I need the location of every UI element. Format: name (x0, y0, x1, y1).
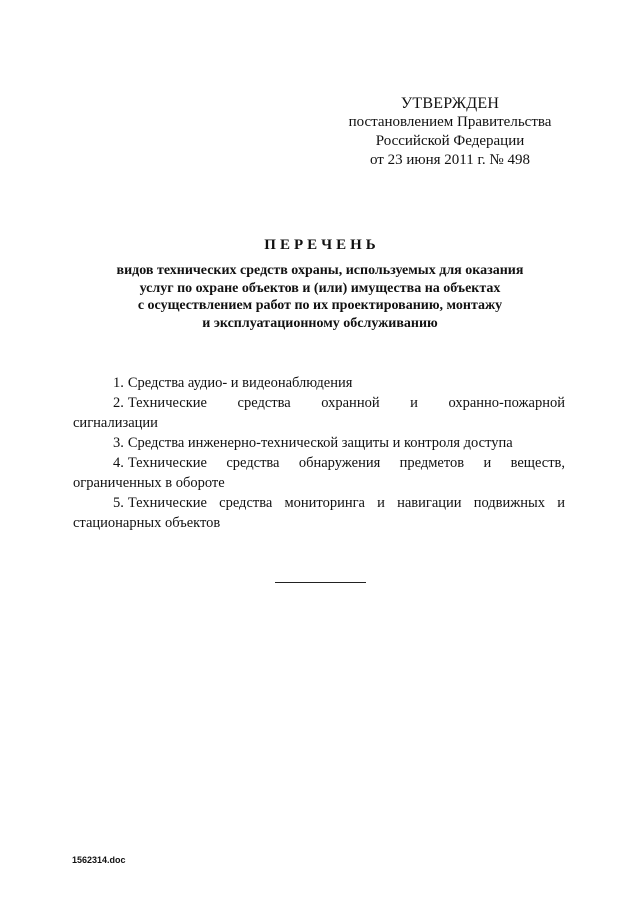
subtitle-line: видов технических средств охраны, используемых для оказания (116, 263, 524, 278)
item-text: Технические средства мониторинга и навигации подвижных и (127, 495, 565, 511)
approval-block (340, 94, 560, 170)
items-list (73, 373, 565, 533)
item-text: Технические средства обнаружения предметов и веществ, (127, 455, 565, 471)
item-number: 5. (113, 495, 124, 511)
item-number: 1. (113, 375, 124, 391)
item-number: 3. (113, 435, 124, 451)
list-item (73, 493, 565, 533)
item-text: Средства аудио- и видеонаблюдения (127, 375, 353, 391)
item-continuation: ограниченных в обороте (73, 475, 225, 491)
subtitle-line: и эксплуатационному обслуживанию (202, 315, 438, 331)
item-first-line (73, 493, 565, 513)
document-subtitle (90, 262, 550, 332)
list-item (73, 373, 565, 393)
document-title: ПЕРЕЧЕНЬ (264, 237, 380, 253)
item-first-line (73, 453, 565, 473)
list-item (73, 453, 565, 493)
item-number: 2. (113, 395, 124, 411)
item-number: 4. (113, 455, 124, 471)
subtitle-line: с осуществлением работ по их проектированию, монтажу (137, 298, 503, 313)
item-text: Технические средства охранной и охранно-пожарной (127, 395, 565, 411)
subtitle-line: услуг по охране объектов и (или) имущества на объектах (139, 280, 501, 296)
approval-date-number: от 23 июня 2011 г. № 498 (370, 152, 530, 168)
approval-authority: постановлением Правительства (348, 114, 552, 130)
item-continuation: стационарных объектов (73, 515, 221, 531)
item-first-line (73, 393, 565, 413)
list-item (73, 433, 565, 453)
approval-country: Российской Федерации (375, 133, 525, 149)
end-divider (275, 582, 366, 583)
list-item (73, 393, 565, 433)
file-code: 1562314.doc (72, 855, 126, 865)
item-continuation: сигнализации (73, 415, 158, 431)
item-text: Средства инженерно-технической защиты и контроля доступа (127, 435, 513, 451)
approval-heading: УТВЕРЖДЕН (400, 95, 500, 112)
